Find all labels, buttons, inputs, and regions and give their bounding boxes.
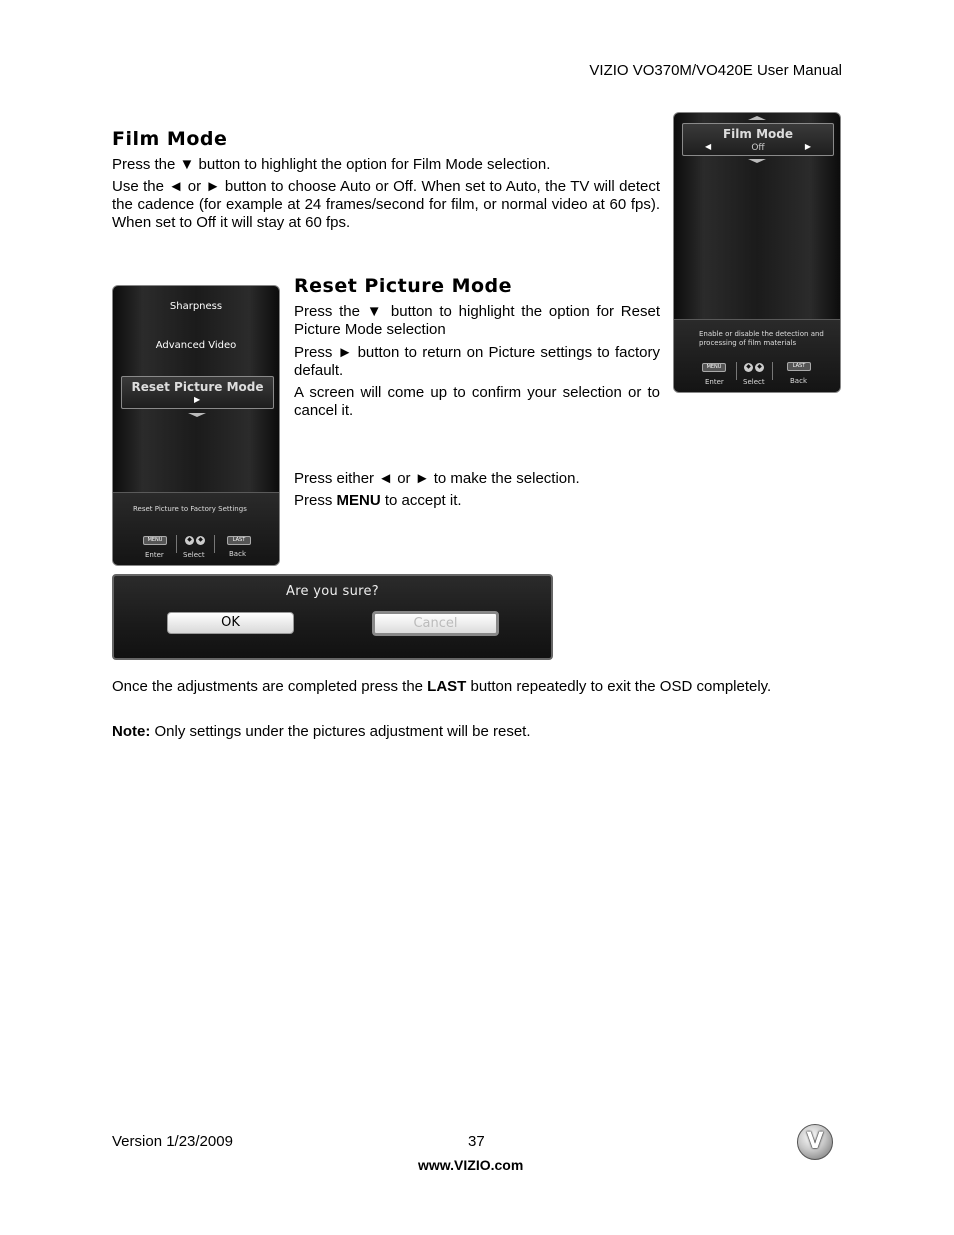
film-mode-para-1: Press the ▼ button to highlight the option for Film Mode selection. xyxy=(112,156,551,173)
manual-title: VIZIO VO370M/VO420E User Manual xyxy=(589,62,842,79)
up-down-icon: ◆ xyxy=(755,363,764,372)
scroll-down-icon xyxy=(748,159,766,163)
film-osd-description: Enable or disable the detection and processing of film materials xyxy=(699,330,824,347)
left-right-icon: ◆ xyxy=(185,536,194,545)
last-button-icon: LAST xyxy=(787,362,811,371)
menu-button-icon: MENU xyxy=(143,536,167,545)
scroll-up-icon xyxy=(748,116,766,120)
arrow-right-icon: ▶ xyxy=(804,142,811,151)
back-label: Back xyxy=(229,550,246,558)
reset-para-4: Press either ◄ or ► to make the selection. xyxy=(294,470,580,487)
menu-item-sharpness[interactable]: Sharpness xyxy=(169,301,223,312)
confirm-question: Are you sure? xyxy=(286,584,379,599)
page-number: 37 xyxy=(468,1133,485,1150)
film-mode-option-label: Film Mode xyxy=(722,127,794,141)
reset-para-5: Press MENU to accept it. xyxy=(294,492,462,509)
ok-button[interactable]: OK xyxy=(167,612,294,634)
film-mode-heading: Film Mode xyxy=(112,128,228,150)
film-mode-osd xyxy=(673,112,841,393)
film-mode-para-2: Use the ◄ or ► button to choose Auto or Off. When set to Auto, the TV will detect the cadence (for example at 24 frames/second for film, or normal video at 60 fps). When set to Off it will stay at 60 fps. xyxy=(112,178,660,231)
menu-button-icon: MENU xyxy=(702,363,726,372)
film-mode-option-value: Off xyxy=(751,143,765,153)
film-mode-option[interactable] xyxy=(682,123,834,156)
reset-picture-mode-heading: Reset Picture Mode xyxy=(294,275,513,297)
vizio-logo-icon: V xyxy=(797,1124,833,1160)
note: Note: Only settings under the pictures adjustment will be reset. xyxy=(112,723,531,740)
select-label: Select xyxy=(743,378,765,386)
enter-label: Enter xyxy=(705,378,724,386)
website-url: www.VIZIO.com xyxy=(418,1157,524,1173)
reset-picture-mode-label: Reset Picture Mode xyxy=(131,380,264,394)
reset-osd-footer xyxy=(113,492,279,565)
reset-para-1: Press the ▼ button to highlight the option for Reset Picture Mode selection xyxy=(294,303,660,338)
last-button-icon: LAST xyxy=(227,536,251,545)
confirm-dialog xyxy=(112,574,553,660)
reset-picture-osd xyxy=(112,285,280,566)
reset-osd-description: Reset Picture to Factory Settings xyxy=(133,505,247,513)
exit-instructions: Once the adjustments are completed press the LAST button repeatedly to exit the OSD completely. xyxy=(112,678,772,695)
menu-item-advanced-video[interactable]: Advanced Video xyxy=(155,340,237,351)
arrow-left-icon: ◀ xyxy=(705,142,712,151)
up-down-icon: ◆ xyxy=(196,536,205,545)
version-text: Version 1/23/2009 xyxy=(112,1133,233,1150)
scroll-down-icon xyxy=(188,413,206,417)
reset-para-3: A screen will come up to confirm your selection or to cancel it. xyxy=(294,384,660,419)
arrow-right-icon: ▶ xyxy=(194,395,201,404)
enter-label: Enter xyxy=(145,551,164,559)
menu-item-reset-picture-mode[interactable] xyxy=(121,376,274,409)
select-label: Select xyxy=(183,551,205,559)
cancel-button[interactable]: Cancel xyxy=(372,611,499,636)
film-osd-footer xyxy=(674,319,840,392)
reset-para-2: Press ► button to return on Picture settings to factory default. xyxy=(294,344,660,379)
left-right-icon: ◆ xyxy=(744,363,753,372)
back-label: Back xyxy=(790,377,807,385)
